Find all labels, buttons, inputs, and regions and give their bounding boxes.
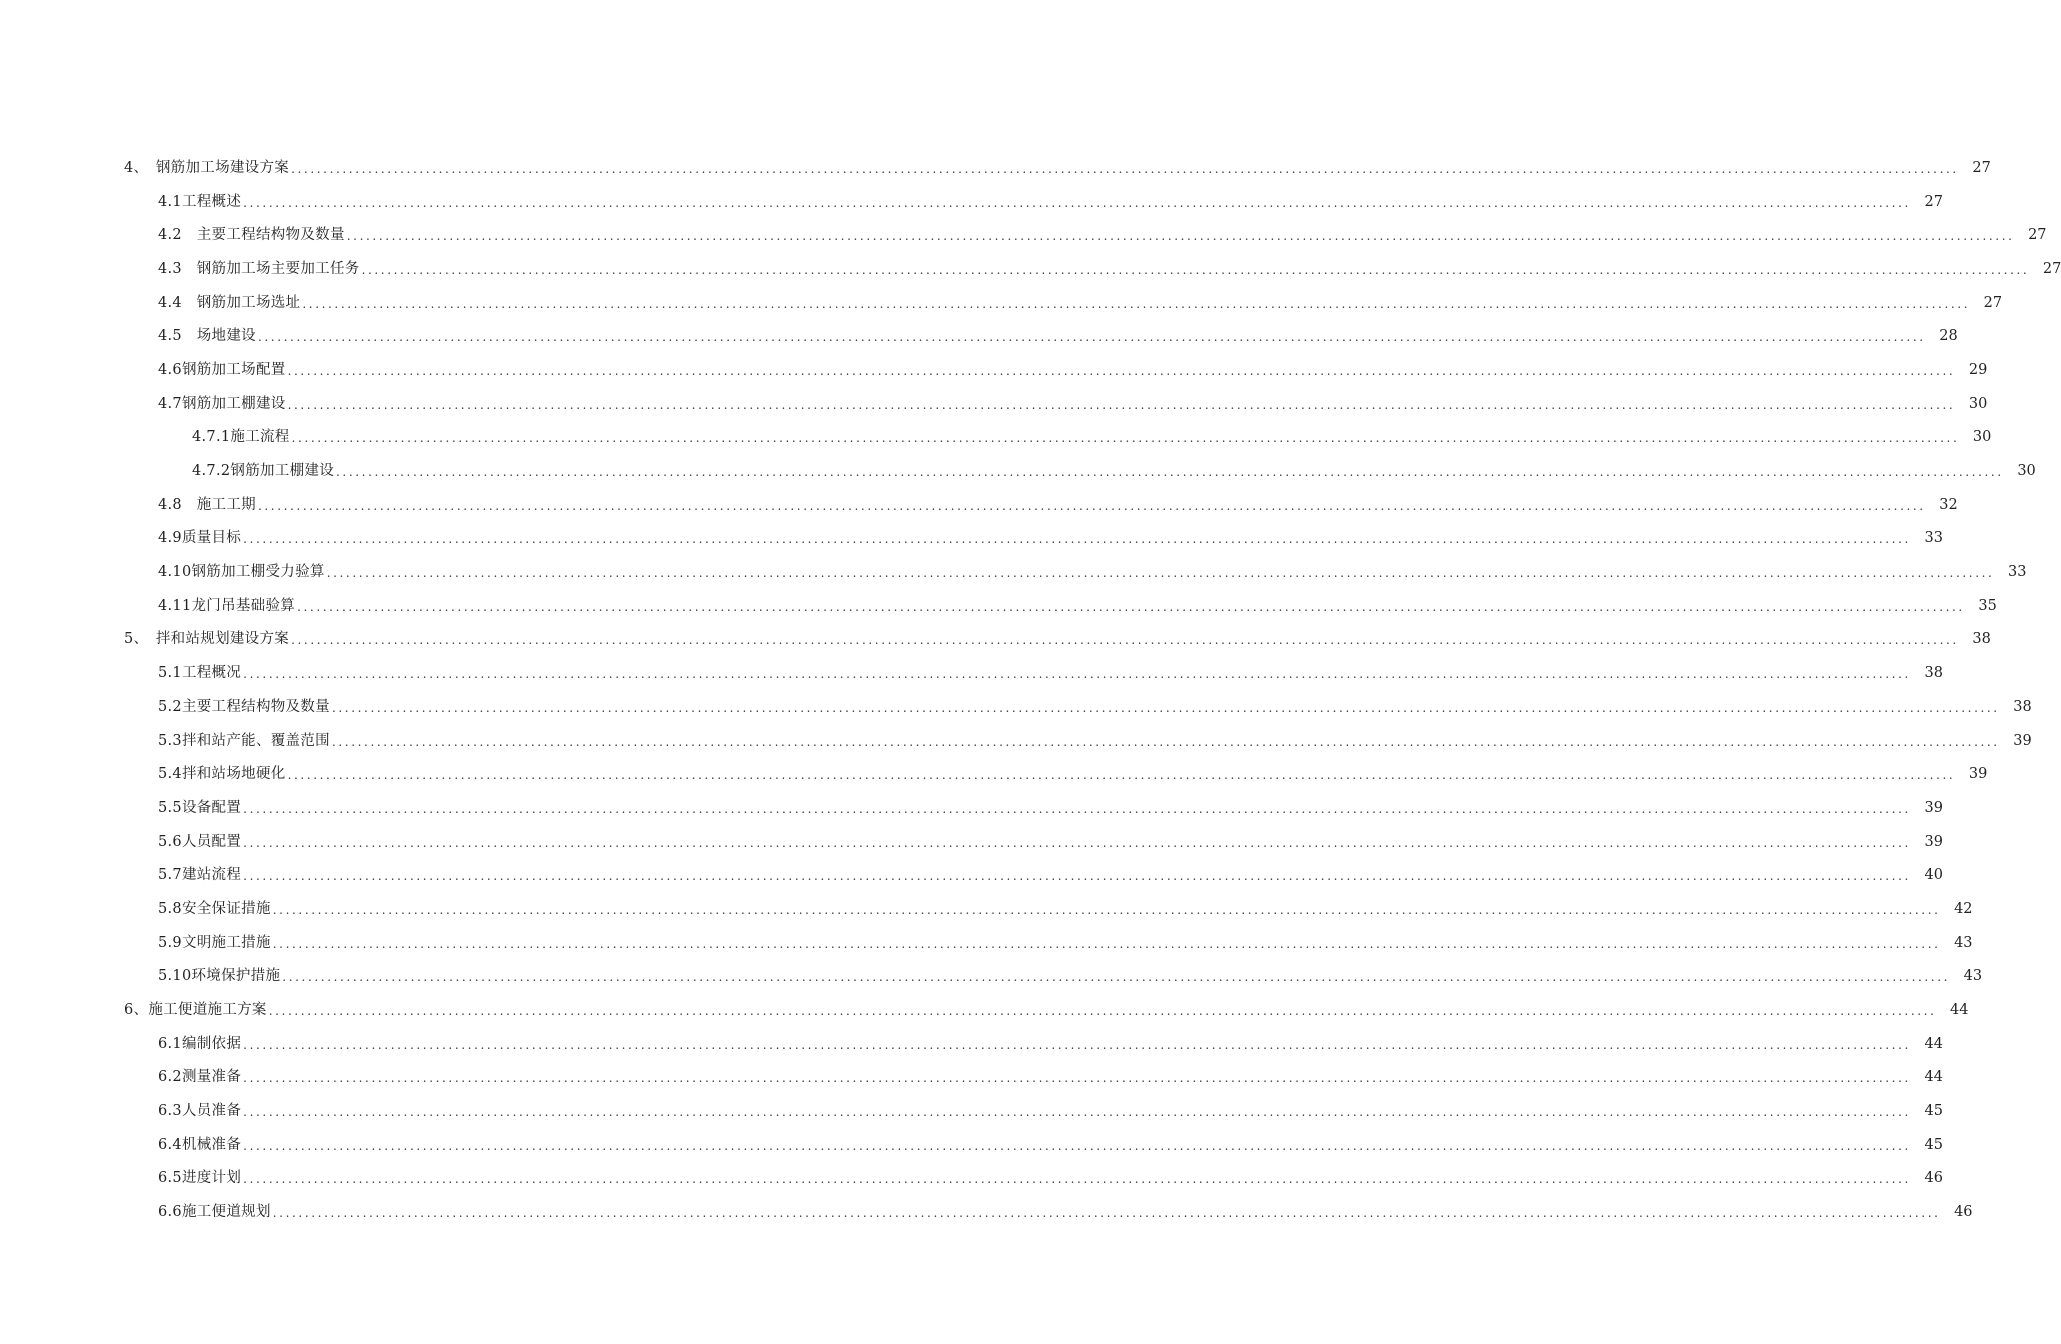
toc-dot-leader: .................................................................................................................................................................................................................................................................... bbox=[287, 768, 1956, 783]
toc-dot-leader: .................................................................................................................................................................................................................................................................... bbox=[272, 936, 1941, 951]
toc-dot-leader: .................................................................................................................................................................................................................................................................... bbox=[243, 835, 1911, 850]
toc-entry[interactable] bbox=[0, 1094, 1943, 1128]
toc-entry-page-number: 45 bbox=[1924, 1103, 1943, 1120]
toc-dot-leader: .................................................................................................................................................................................................................................................................... bbox=[302, 296, 1971, 311]
toc-entry-page-number: 28 bbox=[1939, 328, 1958, 345]
toc-entry-title: 4.5 场地建设 bbox=[158, 328, 256, 345]
toc-entry-title: 4.4 钢筋加工场选址 bbox=[158, 294, 301, 311]
toc-dot-leader: .................................................................................................................................................................................................................................................................... bbox=[268, 1004, 1937, 1019]
toc-entry-title: 5.3拌和站产能、覆盖范围 bbox=[158, 732, 330, 749]
toc-entry[interactable] bbox=[0, 858, 1943, 892]
toc-entry-title: 5、 拌和站规划建设方案 bbox=[124, 631, 290, 648]
toc-entry-title: 6.1编制依据 bbox=[158, 1035, 242, 1052]
toc-entry-page-number: 29 bbox=[1968, 361, 1988, 378]
toc-entry[interactable] bbox=[0, 1027, 1943, 1061]
toc-dot-leader: .................................................................................................................................................................................................................................................................... bbox=[291, 633, 1959, 648]
toc-entry-title: 5.7建站流程 bbox=[158, 867, 242, 884]
toc-dot-leader: .................................................................................................................................................................................................................................................................... bbox=[243, 801, 1911, 816]
toc-entry-title: 4.9质量目标 bbox=[158, 530, 242, 547]
toc-entry-title: 6.3人员准备 bbox=[158, 1103, 242, 1120]
toc-dot-leader: .................................................................................................................................................................................................................................................................... bbox=[297, 599, 1965, 614]
toc-entry[interactable] bbox=[0, 454, 2036, 488]
toc-entry-page-number: 38 bbox=[1972, 631, 1991, 648]
toc-entry-title: 6.6施工便道规划 bbox=[158, 1204, 271, 1221]
toc-entry-page-number: 27 bbox=[1924, 193, 1943, 210]
toc-entry[interactable] bbox=[0, 522, 1943, 556]
toc-entry[interactable] bbox=[0, 892, 1973, 926]
toc-entry[interactable] bbox=[0, 1195, 1973, 1229]
toc-entry[interactable] bbox=[0, 151, 1991, 185]
toc-dot-leader: .................................................................................................................................................................................................................................................................... bbox=[287, 397, 1956, 412]
table-of-contents bbox=[0, 151, 2061, 1229]
toc-dot-leader: .................................................................................................................................................................................................................................................................... bbox=[243, 1071, 1911, 1086]
toc-entry-title: 6.2测量准备 bbox=[158, 1069, 242, 1086]
toc-dot-leader: .................................................................................................................................................................................................................................................................... bbox=[243, 195, 1911, 210]
toc-entry-title: 5.6人员配置 bbox=[158, 833, 242, 850]
toc-entry[interactable] bbox=[0, 1061, 1943, 1095]
toc-dot-leader: .................................................................................................................................................................................................................................................................... bbox=[272, 902, 1941, 917]
toc-dot-leader: .................................................................................................................................................................................................................................................................... bbox=[331, 700, 2000, 715]
toc-entry-title: 4、 钢筋加工场建设方案 bbox=[124, 159, 290, 176]
toc-entry-page-number: 39 bbox=[1968, 766, 1988, 783]
toc-entry-title: 5.2主要工程结构物及数量 bbox=[158, 698, 330, 715]
toc-dot-leader: .................................................................................................................................................................................................................................................................... bbox=[243, 869, 1911, 884]
toc-entry-page-number: 44 bbox=[1924, 1035, 1943, 1052]
toc-entry-page-number: 39 bbox=[2013, 732, 2032, 749]
toc-entry[interactable] bbox=[0, 488, 1958, 522]
toc-dot-leader: .................................................................................................................................................................................................................................................................... bbox=[257, 330, 1926, 345]
toc-entry[interactable] bbox=[0, 656, 1943, 690]
toc-entry-page-number: 43 bbox=[1954, 934, 1973, 951]
toc-entry-title: 4.7.2钢筋加工棚建设 bbox=[192, 463, 334, 480]
toc-entry-title: 4.8 施工工期 bbox=[158, 496, 256, 513]
toc-entry-page-number: 30 bbox=[1968, 395, 1988, 412]
toc-entry-page-number: 42 bbox=[1954, 900, 1973, 917]
toc-entry[interactable] bbox=[0, 387, 1988, 421]
toc-entry[interactable] bbox=[0, 690, 2032, 724]
toc-dot-leader: .................................................................................................................................................................................................................................................................... bbox=[257, 498, 1926, 513]
toc-entry-page-number: 44 bbox=[1950, 1002, 1969, 1019]
toc-entry-page-number: 32 bbox=[1939, 496, 1958, 513]
toc-entry[interactable] bbox=[0, 589, 1997, 623]
toc-entry-page-number: 33 bbox=[2008, 564, 2027, 581]
toc-dot-leader: .................................................................................................................................................................................................................................................................... bbox=[287, 363, 1956, 378]
toc-entry[interactable] bbox=[0, 319, 1958, 353]
toc-entry-page-number: 43 bbox=[1963, 968, 1983, 985]
toc-entry[interactable] bbox=[0, 252, 2061, 286]
toc-entry-page-number: 27 bbox=[2028, 227, 2047, 244]
toc-entry-title: 5.8安全保证措施 bbox=[158, 900, 271, 917]
toc-entry[interactable] bbox=[0, 218, 2047, 252]
toc-dot-leader: .................................................................................................................................................................................................................................................................... bbox=[361, 262, 2030, 277]
toc-dot-leader: .................................................................................................................................................................................................................................................................... bbox=[291, 161, 1959, 176]
toc-entry-title: 5.5设备配置 bbox=[158, 799, 242, 816]
toc-entry[interactable] bbox=[0, 353, 1988, 387]
toc-entry-title: 6.4机械准备 bbox=[158, 1136, 242, 1153]
toc-entry[interactable] bbox=[0, 555, 2027, 589]
toc-dot-leader: .................................................................................................................................................................................................................................................................... bbox=[346, 229, 2015, 244]
toc-dot-leader: .................................................................................................................................................................................................................................................................... bbox=[243, 667, 1911, 682]
toc-entry-page-number: 35 bbox=[1978, 597, 1997, 614]
toc-entry-page-number: 27 bbox=[1972, 159, 1991, 176]
toc-entry[interactable] bbox=[0, 791, 1943, 825]
toc-entry-page-number: 38 bbox=[2013, 698, 2032, 715]
toc-entry-title: 4.3 钢筋加工场主要加工任务 bbox=[158, 260, 360, 277]
toc-entry-page-number: 39 bbox=[1924, 833, 1943, 850]
toc-dot-leader: .................................................................................................................................................................................................................................................................... bbox=[243, 1105, 1911, 1120]
toc-entry-page-number: 46 bbox=[1954, 1204, 1973, 1221]
toc-dot-leader: .................................................................................................................................................................................................................................................................... bbox=[291, 431, 1960, 446]
toc-entry-title: 6、施工便道施工方案 bbox=[124, 1002, 267, 1019]
toc-entry-title: 5.1工程概况 bbox=[158, 665, 242, 682]
toc-entry-title: 4.7钢筋加工棚建设 bbox=[158, 395, 286, 412]
toc-entry-title: 5.10环境保护措施 bbox=[158, 968, 281, 985]
toc-entry-title: 4.6钢筋加工场配置 bbox=[158, 361, 286, 378]
toc-dot-leader: .................................................................................................................................................................................................................................................................... bbox=[282, 970, 1951, 985]
toc-entry[interactable] bbox=[0, 926, 1973, 960]
toc-entry[interactable] bbox=[0, 960, 1983, 994]
toc-entry[interactable] bbox=[0, 1128, 1943, 1162]
toc-dot-leader: .................................................................................................................................................................................................................................................................... bbox=[326, 566, 1995, 581]
toc-dot-leader: .................................................................................................................................................................................................................................................................... bbox=[272, 1206, 1941, 1221]
toc-entry-page-number: 27 bbox=[1983, 294, 2003, 311]
toc-entry-page-number: 45 bbox=[1924, 1136, 1943, 1153]
toc-entry[interactable] bbox=[0, 825, 1943, 859]
toc-entry-page-number: 44 bbox=[1924, 1069, 1943, 1086]
toc-entry-title: 5.4拌和站场地硬化 bbox=[158, 766, 286, 783]
toc-entry-page-number: 30 bbox=[2017, 463, 2036, 480]
toc-entry-title: 6.5进度计划 bbox=[158, 1170, 242, 1187]
toc-entry-page-number: 39 bbox=[1924, 799, 1943, 816]
toc-entry[interactable] bbox=[0, 993, 1969, 1027]
toc-entry[interactable] bbox=[0, 623, 1991, 657]
toc-entry-title: 4.7.1施工流程 bbox=[192, 429, 290, 446]
toc-entry-page-number: 40 bbox=[1924, 867, 1943, 884]
toc-entry-title: 4.10钢筋加工棚受力验算 bbox=[158, 564, 325, 581]
toc-entry-page-number: 27 bbox=[2042, 260, 2061, 277]
toc-entry-title: 4.11龙门吊基础验算 bbox=[158, 597, 296, 614]
toc-dot-leader: .................................................................................................................................................................................................................................................................... bbox=[243, 532, 1911, 547]
toc-entry[interactable] bbox=[0, 185, 1943, 219]
toc-dot-leader: .................................................................................................................................................................................................................................................................... bbox=[336, 465, 2004, 480]
toc-entry-page-number: 46 bbox=[1924, 1170, 1943, 1187]
toc-entry[interactable] bbox=[0, 421, 1992, 455]
toc-dot-leader: .................................................................................................................................................................................................................................................................... bbox=[243, 1172, 1911, 1187]
toc-entry-title: 4.1工程概述 bbox=[158, 193, 242, 210]
toc-entry[interactable] bbox=[0, 757, 1988, 791]
toc-entry-page-number: 30 bbox=[1972, 429, 1992, 446]
toc-entry[interactable] bbox=[0, 286, 2003, 320]
toc-entry-page-number: 38 bbox=[1924, 665, 1943, 682]
toc-dot-leader: .................................................................................................................................................................................................................................................................... bbox=[331, 734, 2000, 749]
toc-entry-title: 4.2 主要工程结构物及数量 bbox=[158, 227, 345, 244]
toc-entry[interactable] bbox=[0, 724, 2032, 758]
toc-dot-leader: .................................................................................................................................................................................................................................................................... bbox=[243, 1037, 1911, 1052]
toc-entry[interactable] bbox=[0, 1162, 1943, 1196]
toc-dot-leader: .................................................................................................................................................................................................................................................................... bbox=[243, 1138, 1911, 1153]
toc-entry-title: 5.9文明施工措施 bbox=[158, 934, 271, 951]
toc-entry-page-number: 33 bbox=[1924, 530, 1943, 547]
